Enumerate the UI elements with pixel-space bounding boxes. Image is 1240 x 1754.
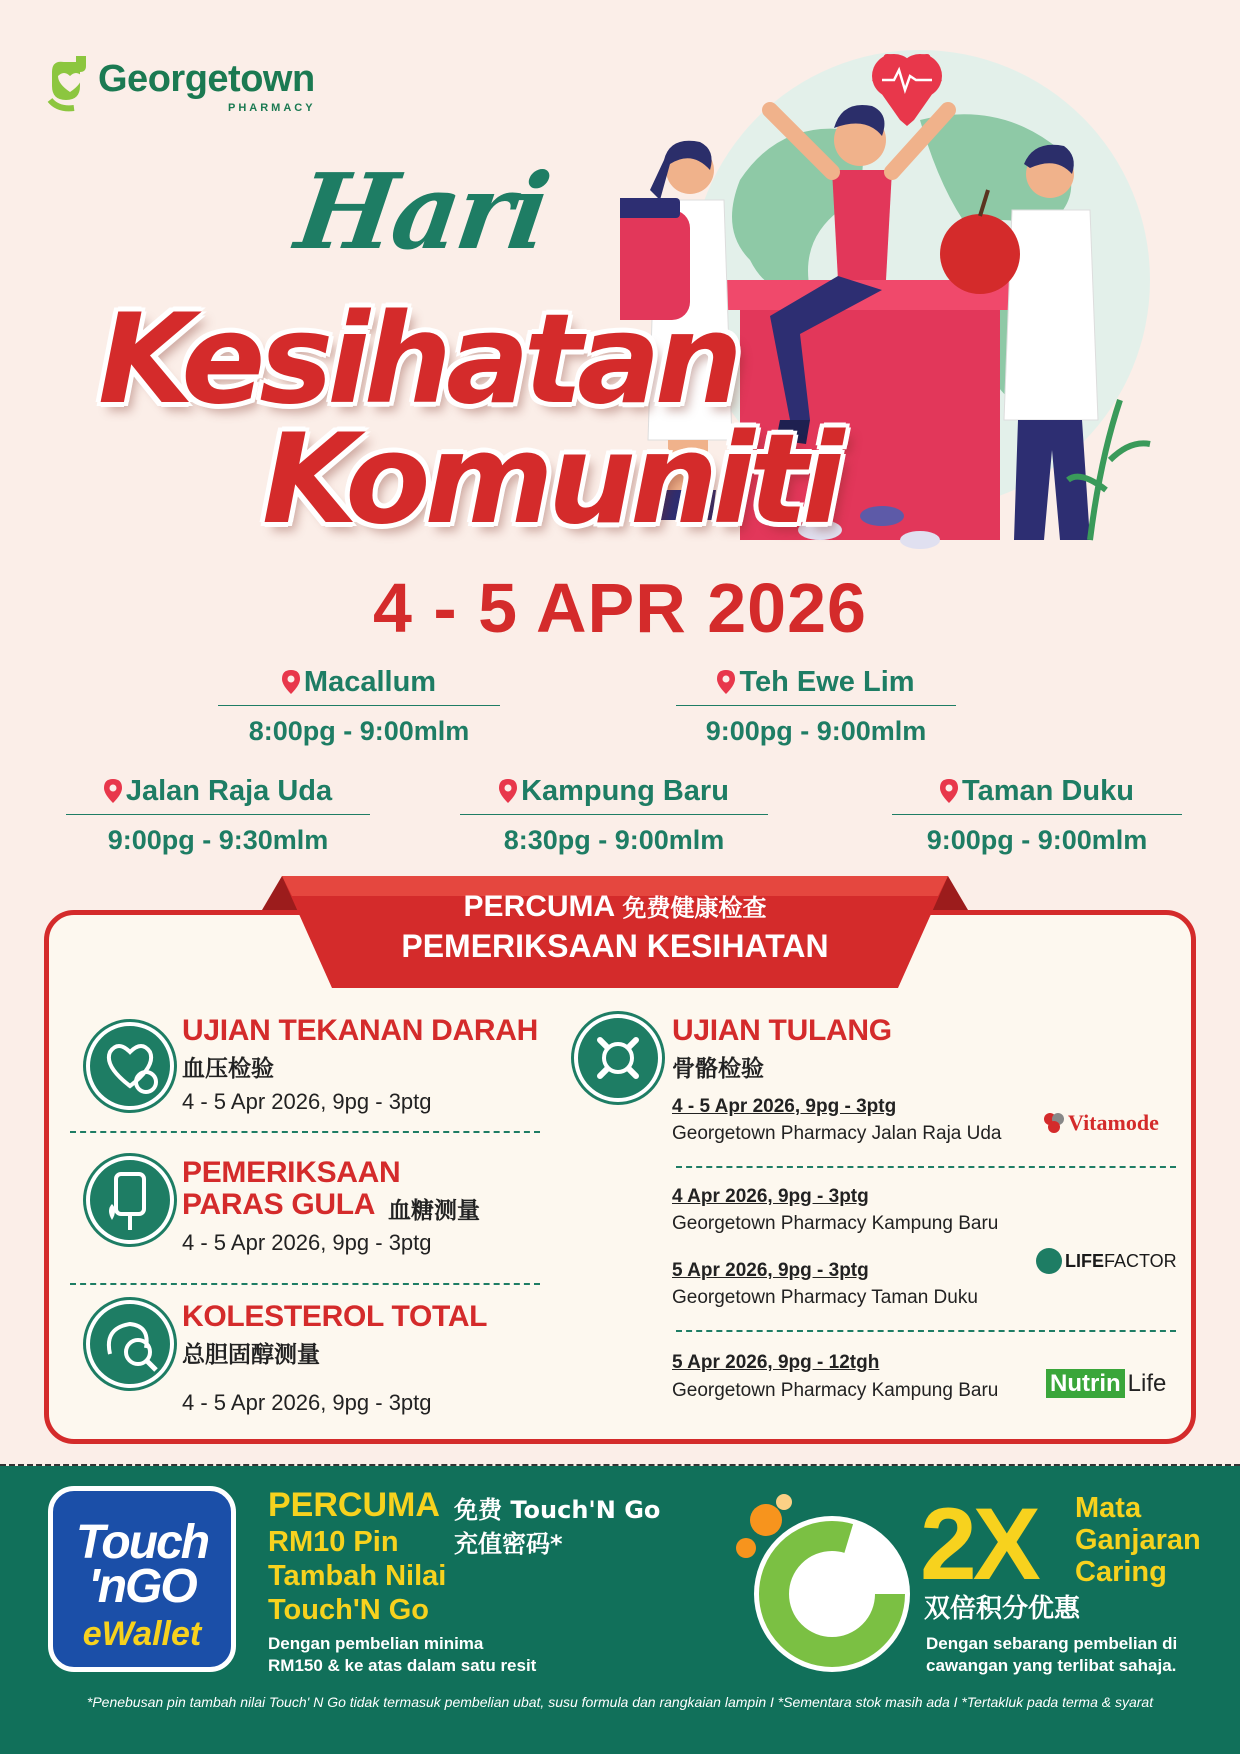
location-pin-icon — [717, 670, 735, 694]
location-macallum — [218, 666, 500, 747]
test-date: 4 - 5 Apr 2026, 9pg - 3ptg — [182, 1390, 432, 1415]
caring-word2: Ganjaran — [1075, 1524, 1201, 1556]
divider — [70, 1131, 540, 1133]
divider — [70, 1283, 540, 1285]
location-teh-ewe-lim — [676, 666, 956, 747]
tng-line3: Touch'N Go — [268, 1594, 430, 1626]
location-time: 9:00pg - 9:30mlm — [107, 825, 329, 855]
lifefactor-name-b: FACTOR — [1104, 1251, 1177, 1271]
brand-logo — [46, 52, 346, 122]
test-cn: 骨骼检验 — [672, 1056, 764, 1082]
apple-icon — [940, 214, 1020, 294]
cholesterol-icon — [86, 1300, 174, 1388]
tng-logo-line1: Touch — [75, 1516, 209, 1569]
bone-session-date: 5 Apr 2026, 9pg - 12tgh — [672, 1352, 880, 1373]
location-name: Macallum — [303, 666, 437, 698]
location-time: 8:00pg - 9:00mlm — [248, 716, 470, 746]
lifefactor-leaf-icon — [1036, 1248, 1062, 1274]
test-title: UJIAN TULANG — [672, 1014, 892, 1047]
nutrin-name: Nutrin — [1046, 1369, 1125, 1398]
test-title: UJIAN TEKANAN DARAH — [182, 1014, 538, 1047]
caring-note1: Dengan sebarang pembelian di — [926, 1634, 1178, 1653]
lifefactor-name: LIFE — [1065, 1251, 1104, 1271]
title-kesihatan: Kesihatan — [98, 288, 737, 432]
test-cn: 血糖测量 — [388, 1198, 480, 1224]
nutrinlife-logo — [1046, 1370, 1166, 1398]
location-name: Teh Ewe Lim — [739, 666, 915, 698]
bone-test-icon — [574, 1014, 662, 1102]
tng-logo-line3: eWallet — [82, 1615, 202, 1653]
tng-logo-line2: 'nGO — [88, 1560, 196, 1613]
location-jalan-raja-uda — [66, 775, 370, 856]
glucose-meter-icon — [86, 1156, 174, 1244]
tng-line2: Tambah Nilai — [268, 1560, 447, 1592]
location-time: 9:00pg - 9:00mlm — [705, 716, 927, 746]
tng-percuma: PERCUMA — [268, 1486, 440, 1524]
tng-note2: RM150 & ke atas dalam satu resit — [268, 1656, 537, 1675]
location-name: Jalan Raja Uda — [125, 775, 333, 807]
test-date: 4 - 5 Apr 2026, 9pg - 3ptg — [182, 1089, 432, 1114]
tng-cn-2: 充值密码* — [454, 1530, 563, 1558]
bone-session-date: 4 Apr 2026, 9pg - 3ptg — [672, 1186, 869, 1207]
tng-cn-1: 免费 Touch'N Go — [454, 1496, 661, 1524]
banner-percuma: PERCUMA — [463, 890, 615, 923]
location-taman-duku — [892, 775, 1182, 856]
bone-session-date: 4 - 5 Apr 2026, 9pg - 3ptg — [672, 1096, 897, 1117]
caring-2x: 2X — [920, 1487, 1037, 1601]
event-date: 4 - 5 APR 2026 — [373, 569, 867, 647]
vitamode-logo — [1042, 1110, 1159, 1136]
test-title: KOLESTEROL TOTAL — [182, 1300, 488, 1333]
caring-note2: cawangan yang terlibat sahaja. — [926, 1656, 1177, 1675]
location-name: Kampung Baru — [521, 775, 729, 807]
test-cn: 血压检验 — [182, 1056, 274, 1082]
location-time: 8:30pg - 9:00mlm — [503, 825, 725, 855]
location-kampung-baru — [460, 775, 768, 856]
footnote: *Penebusan pin tambah nilai Touch' N Go tidak termasuk pembelian ubat, susu formula dan rangkaian lampin I *Sementara stok masih ada I *Tertakluk pada terma & syarat — [86, 1694, 1154, 1710]
test-date: 4 - 5 Apr 2026, 9pg - 3ptg — [182, 1230, 432, 1255]
location-pin-icon — [940, 779, 958, 803]
divider — [676, 1166, 1176, 1168]
pharmacy-logo-icon — [46, 54, 92, 112]
touchngo-logo — [48, 1486, 236, 1672]
bone-session-place: Georgetown Pharmacy Kampung Baru — [672, 1213, 999, 1234]
brand-sub: PHARMACY — [228, 102, 316, 114]
vitamode-name: Vitamode — [1068, 1110, 1159, 1135]
banner-cn: 免费健康检查 — [622, 894, 767, 922]
divider — [676, 1330, 1176, 1332]
vitamode-flower-icon — [1042, 1111, 1066, 1135]
bone-session-place: Georgetown Pharmacy Taman Duku — [672, 1287, 978, 1308]
caring-logo-icon — [726, 1490, 912, 1676]
free-checkup-ribbon — [262, 876, 968, 988]
test-title: PEMERIKSAAN — [182, 1156, 401, 1189]
caring-cn: 双倍积分优惠 — [924, 1594, 1081, 1624]
title-hari: Hari — [289, 150, 555, 273]
blood-pressure-icon — [86, 1022, 174, 1110]
title-komuniti: Komuniti — [262, 408, 839, 552]
tng-note1: Dengan pembelian minima — [268, 1634, 484, 1653]
bone-session-place: Georgetown Pharmacy Jalan Raja Uda — [672, 1123, 1002, 1144]
brand-name: Georgetown — [98, 58, 315, 100]
location-pin-icon — [282, 670, 300, 694]
location-name: Taman Duku — [962, 775, 1134, 807]
test-cn: 总胆固醇测量 — [182, 1342, 320, 1368]
location-time: 9:00pg - 9:00mlm — [926, 825, 1148, 855]
location-pin-icon — [499, 779, 517, 803]
life-name: Life — [1127, 1370, 1167, 1397]
test-title: PARAS GULA — [182, 1188, 376, 1221]
caring-word3: Caring — [1075, 1556, 1167, 1588]
location-pin-icon — [104, 779, 122, 803]
lifefactor-logo — [1036, 1248, 1177, 1274]
bone-session-date: 5 Apr 2026, 9pg - 3ptg — [672, 1260, 869, 1281]
bone-session-place: Georgetown Pharmacy Kampung Baru — [672, 1380, 999, 1401]
caring-word1: Mata — [1075, 1492, 1142, 1524]
banner-title: PEMERIKSAAN KESIHATAN — [401, 928, 829, 964]
tng-line1: RM10 Pin — [268, 1526, 399, 1558]
